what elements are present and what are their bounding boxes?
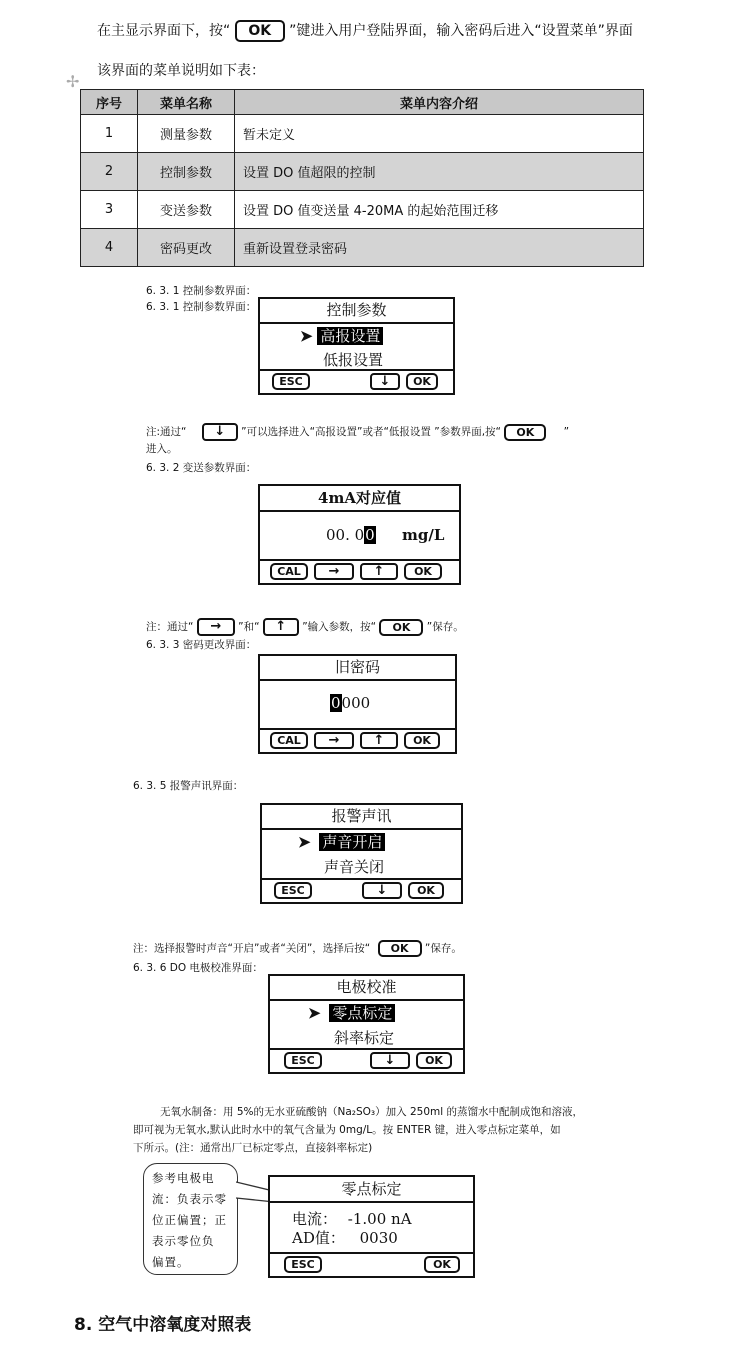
right-arrow-icon[interactable]: → <box>314 563 354 580</box>
screen-title: 电极校准 <box>270 976 463 1001</box>
table-row: 4 密码更改 重新设置登录密码 <box>81 229 644 267</box>
screen-title: 报警声讯 <box>262 805 461 830</box>
table-header: 菜单内容介绍 <box>235 90 644 115</box>
table-header: 序号 <box>81 90 138 115</box>
section-heading: 6. 3. 2 变送参数界面： <box>146 462 257 474</box>
screen-footer <box>270 1252 473 1276</box>
down-arrow-icon[interactable]: ↓ <box>370 1052 410 1069</box>
password-screen <box>258 654 457 754</box>
ok-key[interactable]: OK <box>404 563 442 580</box>
note-alarm-sound: 注：选择报警时声音“开启”或者“关闭”，选择后按“ OK ”保存。 <box>133 942 462 955</box>
screen-title: 4mA对应值 <box>260 486 459 512</box>
electrode-cal-screen <box>268 974 465 1074</box>
screen-footer <box>262 878 461 902</box>
transmit-params-screen <box>258 484 461 585</box>
table-header: 菜单名称 <box>138 90 235 115</box>
menu-item-sound-on[interactable]: ➤ 声音开启 <box>298 831 385 852</box>
control-params-screen <box>258 297 455 395</box>
callout-note: 参考电极电 流：负表示零 位正偏置；正 表示零位负 偏置。 <box>143 1163 238 1275</box>
screen-footer <box>260 559 459 583</box>
up-arrow-icon: ↑ <box>263 618 299 636</box>
paragraph-line: 即可视为无氧水,默认此时水中的氧气含量为 0mg/L。按 ENTER 键，进入零点标定菜单，如 <box>133 1124 561 1136</box>
ok-key[interactable]: OK <box>416 1052 452 1069</box>
right-arrow-icon[interactable]: → <box>314 732 354 749</box>
pointer-icon: ➤ <box>308 1004 321 1022</box>
ad-readout: AD值： 0030 <box>292 1229 398 1247</box>
esc-key[interactable]: ESC <box>274 882 312 899</box>
up-arrow-icon[interactable]: ↑ <box>360 732 398 749</box>
menu-item-slope-cal[interactable]: 斜率标定 <box>334 1029 395 1047</box>
note-line-2: 进入。 <box>146 443 178 455</box>
screen-title: 零点标定 <box>270 1177 473 1203</box>
section-heading: 6. 3. 1 控制参数界面： <box>146 301 257 313</box>
menu-item-high-alarm[interactable]: ➤ 高报设置 <box>300 325 383 346</box>
ok-key-icon: OK <box>504 424 546 441</box>
current-readout: 电流： -1.00 nA <box>292 1210 412 1228</box>
cal-key[interactable]: CAL <box>270 732 308 749</box>
screen-title: 控制参数 <box>260 299 453 324</box>
note-transmit-params: 注：通过“ → ”和“ ↑ ”输入参数，按“ OK ”保存。 <box>146 619 464 634</box>
table-row: 1 测量参数 暂未定义 <box>81 115 644 153</box>
down-arrow-icon[interactable]: ↓ <box>362 882 402 899</box>
screen-footer <box>260 369 453 393</box>
menu-item-zero-cal[interactable]: ➤ 零点标定 <box>308 1002 395 1023</box>
up-arrow-icon[interactable]: ↑ <box>360 563 398 580</box>
esc-key[interactable]: ESC <box>272 373 310 390</box>
unit-label: mg/L <box>402 526 445 544</box>
menu-item-low-alarm[interactable]: 低报设置 <box>323 351 384 369</box>
menu-item-sound-off[interactable]: 声音关闭 <box>324 858 385 876</box>
zero-cal-screen <box>268 1175 475 1278</box>
intro-line-2: 该界面的菜单说明如下表： <box>97 63 265 79</box>
down-arrow-icon[interactable]: ↓ <box>370 373 400 390</box>
note-control-params: 注:通过“ ↓ ”可以选择进入“高报设置”或者“低报设置 ”参数界面,按“ OK ” <box>146 424 570 439</box>
ok-key-icon: OK <box>235 20 285 42</box>
screen-title: 旧密码 <box>260 656 455 681</box>
password-field[interactable]: 0000 <box>331 694 371 712</box>
pointer-icon: ➤ <box>300 327 313 345</box>
ok-key-icon: OK <box>378 940 422 957</box>
section-heading: 6. 3. 6 DO 电极校准界面： <box>133 962 263 974</box>
table-row: 3 变送参数 设置 DO 值变送量 4-20MA 的起始范围迁移 <box>81 191 644 229</box>
ok-key[interactable]: OK <box>406 373 438 390</box>
screen-footer <box>270 1048 463 1072</box>
right-arrow-icon: → <box>197 618 235 636</box>
menu-table <box>80 89 644 267</box>
esc-key[interactable]: ESC <box>284 1256 322 1273</box>
section-heading: 6. 3. 3 密码更改界面： <box>146 639 257 651</box>
paragraph-line: 无氧水制备：用 5%的无水亚硫酸钠（Na₂SO₃）加入 250ml 的蒸馏水中配制成饱和溶液， <box>160 1106 583 1118</box>
down-arrow-icon: ↓ <box>202 423 238 441</box>
ok-key[interactable]: OK <box>404 732 440 749</box>
paragraph-line: 下所示。(注：通常出厂已标定零点，直接斜率标定) <box>133 1142 373 1154</box>
section-8-heading: 8. 空气中溶氧度对照表 <box>74 1315 252 1335</box>
value-field[interactable]: 00. 00 <box>326 526 375 544</box>
pointer-icon: ➤ <box>298 833 311 851</box>
intro-line-1: 在主显示界面下，按“ OK ”键进入用户登陆界面，输入密码后进入“设置菜单”界面 <box>97 20 633 42</box>
move-handle-icon[interactable]: ✢ <box>66 72 80 91</box>
ok-key[interactable]: OK <box>408 882 444 899</box>
esc-key[interactable]: ESC <box>284 1052 322 1069</box>
cal-key[interactable]: CAL <box>270 563 308 580</box>
alarm-sound-screen <box>260 803 463 904</box>
section-heading: 6. 3. 1 控制参数界面： <box>146 285 257 297</box>
table-row: 2 控制参数 设置 DO 值超限的控制 <box>81 153 644 191</box>
section-heading: 6. 3. 5 报警声讯界面： <box>133 780 244 792</box>
screen-footer <box>260 728 455 752</box>
ok-key[interactable]: OK <box>424 1256 460 1273</box>
ok-key-icon: OK <box>379 619 423 636</box>
